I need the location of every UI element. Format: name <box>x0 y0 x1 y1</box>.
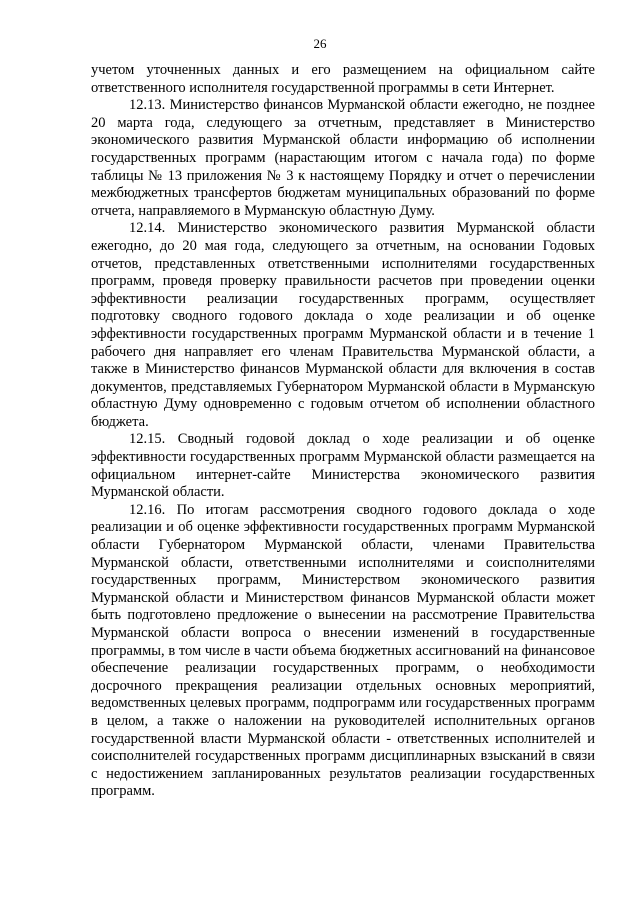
paragraph-text: Министерство финансов Мурманской области ежегодно, не позднее 20 марта года, следующего за отчетным, представляет в Министерство экономического развития Мурманской области информацию об исполнении государственных программ (нарастающим итогом с начала года) по форме таблицы № 13 приложения № 3 к настоящему Порядку и отчет о перечислении межбюджетных трансфертов бюджетам муниципальных образований по форме отчета, направляемого в Мурманскую областную Думу. <box>91 97 595 219</box>
page-number: 26 <box>313 36 327 51</box>
paragraph-12-16 <box>91 502 595 801</box>
paragraph-12-14 <box>91 220 595 431</box>
paragraph-text: Сводный годовой доклад о ходе реализации и об оценке эффективности государственных программ Мурманской области размещается на официальном интернет-сайте Министерства экономического развития Мурманской области. <box>91 431 595 501</box>
paragraph-12-13 <box>91 97 595 220</box>
paragraph-12-15 <box>91 431 595 501</box>
paragraph-number: 12.16. <box>129 501 166 518</box>
paragraph-number: 12.13. <box>129 97 166 114</box>
paragraph-text: По итогам рассмотрения сводного годового доклада о ходе реализации и об оценке эффективности государственных программ Мурманской области Губернатором Мурманской области, членами Правительства Мурманской области, ответственными исполнителями и соисполнителями государственных программ, Министерством экономического развития Мурманской области и Министерством финансов Мурманской области может быть подготовлено предложение о вынесении на рассмотрение Правительства Мурманской области вопроса о внесении изменений в государственные программы, в том числе в части объема бюджетных ассигнований на финансовое обеспечение реализации государственных программ, о необходимости досрочного прекращения реализации отдельных основных мероприятий, ведомственных целевых программ, подпрограмм или государственных программ в целом, а также о наложении на руководителей исполнительных органов государственной власти Мурманской области - ответственных исполнителей и соисполнителей государственных программ дисциплинарных взысканий в связи с недостижением запланированных результатов реализации государственных программ. <box>91 501 596 800</box>
document-body <box>91 62 595 801</box>
paragraph-number: 12.14. <box>129 220 166 237</box>
paragraph-text: Министерство экономического развития Мурманской области ежегодно, до 20 мая года, следующего за отчетным, на основании Годовых отчетов, представленных ответственными исполнителями государственных программ, проведя проверку правильности расчетов при проведении оценки эффективности реализации государственных программ, осуществляет подготовку сводного годового доклада о ходе реализации и об оценке эффективности государственных программ Мурманской области и в течение 1 рабочего дня направляет его членам Правительства Мурманской области, а также в Министерство финансов Мурманской области для включения в состав документов, представляемых Губернатором Мурманской области в Мурманскую областную Думу одновременно с годовым отчетом об исполнении областного бюджета. <box>91 220 596 430</box>
paragraph-text: учетом уточненных данных и его размещением на официальном сайте ответственного исполнителя государственной программы в сети Интернет. <box>91 62 595 96</box>
paragraph-continuation <box>91 62 595 97</box>
paragraph-number: 12.15. <box>129 431 166 448</box>
